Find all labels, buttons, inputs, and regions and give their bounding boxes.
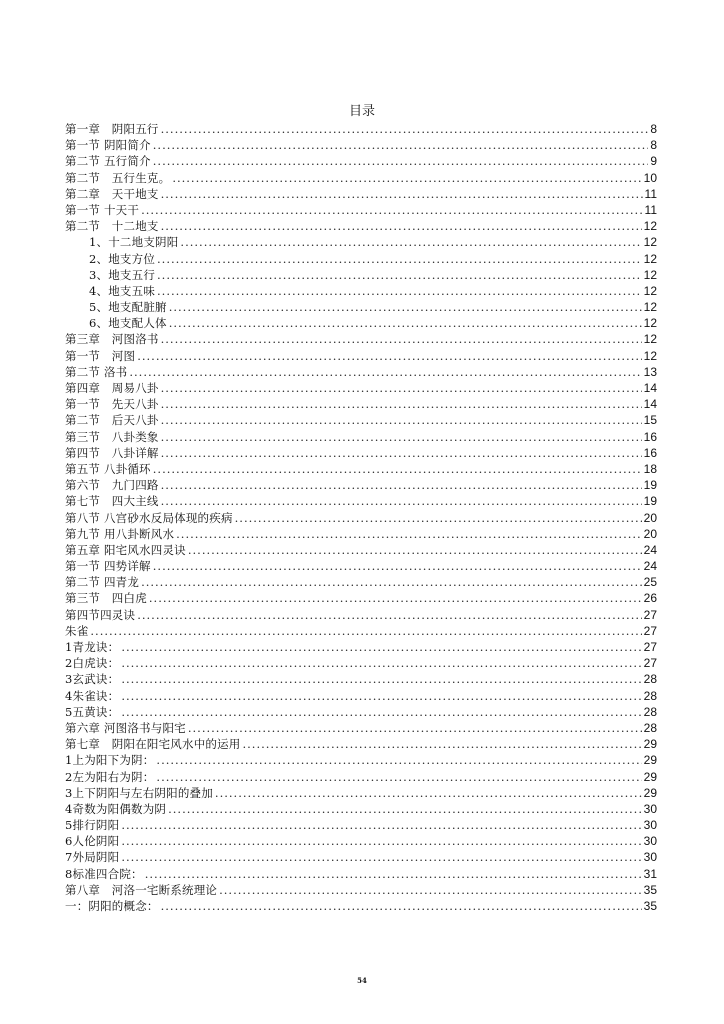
toc-entry[interactable] bbox=[65, 720, 657, 736]
toc-entry-label: 第四节四灵诀 bbox=[65, 607, 136, 622]
toc-entry[interactable] bbox=[65, 380, 657, 396]
toc-dot-leader bbox=[243, 736, 642, 752]
toc-dot-leader bbox=[121, 817, 641, 833]
toc-entry-page: 12 bbox=[643, 283, 657, 298]
toc-entry-page: 12 bbox=[643, 300, 657, 315]
toc-entry[interactable] bbox=[65, 752, 657, 768]
toc-dot-leader bbox=[157, 283, 642, 299]
toc-dot-leader bbox=[90, 623, 641, 639]
toc-entry[interactable] bbox=[65, 590, 657, 606]
toc-entry-page: 35 bbox=[643, 899, 657, 913]
toc-entry[interactable] bbox=[65, 493, 657, 509]
toc-entry-label: 4朱雀诀： bbox=[65, 688, 120, 703]
toc-entry[interactable] bbox=[65, 153, 657, 169]
toc-entry-page: 30 bbox=[643, 818, 657, 833]
toc-entry-page: 27 bbox=[643, 607, 657, 622]
toc-entry-page: 24 bbox=[643, 559, 657, 574]
toc-entry-page: 28 bbox=[643, 688, 657, 703]
toc-entry[interactable] bbox=[65, 639, 657, 655]
toc-entry-label: 第三节 四白虎 bbox=[65, 591, 147, 606]
toc-entry[interactable] bbox=[65, 121, 657, 137]
toc-dot-leader bbox=[157, 251, 642, 267]
toc-entry[interactable] bbox=[65, 801, 657, 817]
toc-entry-page: 27 bbox=[643, 623, 657, 638]
toc-entry-label: 5、地支配脏腑 bbox=[89, 300, 167, 315]
toc-entry-label: 2、地支方位 bbox=[89, 251, 156, 266]
toc-dot-leader bbox=[180, 234, 641, 250]
toc-entry[interactable] bbox=[65, 299, 657, 315]
toc-entry-label: 一：阴阳的概念： bbox=[65, 899, 159, 913]
toc-dot-leader bbox=[161, 477, 642, 493]
toc-entry-page: 8 bbox=[650, 138, 657, 153]
toc-entry-page: 15 bbox=[643, 413, 657, 428]
toc-entry[interactable] bbox=[65, 817, 657, 833]
toc-entry[interactable] bbox=[65, 170, 657, 186]
toc-dot-leader bbox=[121, 849, 641, 865]
toc-entry-page: 31 bbox=[643, 866, 657, 881]
toc-dot-leader bbox=[168, 801, 642, 817]
toc-entry-label: 3、地支五行 bbox=[89, 267, 156, 282]
toc-entry[interactable] bbox=[65, 218, 657, 234]
toc-entry-label: 2白虎诀： bbox=[65, 656, 120, 671]
toc-entry-label: 第七节 四大主线 bbox=[65, 494, 159, 509]
toc-dot-leader bbox=[161, 331, 642, 347]
toc-entry[interactable] bbox=[65, 396, 657, 412]
toc-entry-page: 16 bbox=[643, 429, 657, 444]
page-title: 目录 bbox=[348, 104, 375, 119]
toc-entry-label: 第二节 十二地支 bbox=[65, 219, 159, 234]
toc-entry[interactable] bbox=[65, 137, 657, 153]
toc-entry[interactable] bbox=[65, 704, 657, 720]
toc-entry[interactable] bbox=[65, 202, 657, 218]
toc-dot-leader bbox=[161, 396, 642, 412]
toc-entry-page: 30 bbox=[643, 801, 657, 816]
toc-dot-leader bbox=[149, 590, 642, 606]
toc-entry-page: 26 bbox=[643, 591, 657, 606]
toc-entry-page: 14 bbox=[643, 381, 657, 395]
toc-entry[interactable] bbox=[65, 445, 657, 461]
toc-entry-label: 第一章 阴阳五行 bbox=[65, 122, 159, 136]
toc-entry-page: 14 bbox=[643, 397, 657, 412]
toc-dot-leader bbox=[121, 704, 641, 720]
toc-entry[interactable] bbox=[65, 736, 657, 752]
toc-dot-leader bbox=[219, 882, 642, 898]
toc-entry[interactable] bbox=[65, 898, 657, 914]
toc-entry-label: 3上下阴阳与左右阴阳的叠加 bbox=[65, 785, 213, 800]
toc-dot-leader bbox=[137, 607, 641, 623]
toc-entry[interactable] bbox=[65, 526, 657, 542]
toc-entry-label: 第一节 四势详解 bbox=[65, 559, 151, 574]
toc-dot-leader bbox=[172, 170, 641, 186]
toc-entry-page: 30 bbox=[643, 834, 657, 849]
toc-dot-leader bbox=[215, 785, 642, 801]
toc-entry-page: 19 bbox=[643, 494, 657, 509]
toc-entry-page: 16 bbox=[643, 445, 657, 460]
toc-entry-page: 20 bbox=[643, 510, 657, 525]
toc-entry-label: 第六节 九门四路 bbox=[65, 478, 159, 493]
toc-entry-label: 第二节 五行简介 bbox=[65, 154, 151, 169]
toc-dot-leader bbox=[161, 186, 643, 202]
toc-entry[interactable] bbox=[65, 283, 657, 299]
toc-entry-page: 29 bbox=[643, 753, 657, 768]
toc-dot-leader bbox=[161, 493, 642, 509]
toc-dot-leader bbox=[156, 769, 641, 785]
toc-entry-label: 第二章 天干地支 bbox=[65, 186, 159, 201]
toc-entry-page: 11 bbox=[644, 186, 657, 201]
footer-page-number: 54 bbox=[357, 976, 367, 985]
toc-entry-label: 3玄武诀： bbox=[65, 672, 120, 687]
toc-dot-leader bbox=[169, 299, 642, 315]
toc-entry-label: 5五黄诀： bbox=[65, 704, 120, 719]
toc-dot-leader bbox=[188, 542, 642, 558]
toc-entry-page: 19 bbox=[643, 478, 657, 493]
toc-entry-page: 30 bbox=[643, 850, 657, 865]
toc-entry-page: 24 bbox=[643, 542, 657, 557]
toc-dot-leader bbox=[235, 510, 642, 526]
toc-entry-label: 5排行阴阳 bbox=[65, 818, 120, 833]
toc-entry-page: 28 bbox=[643, 672, 657, 687]
toc-entry[interactable] bbox=[65, 477, 657, 493]
toc-entry-page: 27 bbox=[643, 640, 657, 654]
toc-entry-page: 18 bbox=[643, 461, 657, 476]
toc-dot-leader bbox=[121, 833, 641, 849]
toc-entry-label: 2左为阳右为阴： bbox=[65, 769, 155, 784]
toc-entry[interactable] bbox=[65, 655, 657, 671]
toc-entry[interactable] bbox=[65, 542, 657, 558]
toc-dot-leader bbox=[161, 445, 642, 461]
toc-entry-page: 12 bbox=[643, 267, 657, 282]
toc-dot-leader bbox=[121, 688, 641, 704]
toc-entry-label: 第四章 周易八卦 bbox=[65, 381, 159, 395]
toc-entry-page: 25 bbox=[643, 575, 657, 590]
toc-entry-page: 13 bbox=[643, 364, 657, 379]
toc-entry-label: 4奇数为阳偶数为阴 bbox=[65, 801, 167, 816]
toc-entry-label: 第七章 阴阳在阳宅风水中的运用 bbox=[65, 737, 241, 752]
toc-entry-label: 第一节 河图 bbox=[65, 348, 136, 363]
toc-entry[interactable] bbox=[65, 688, 657, 704]
toc-entry-label: 7外局阴阳 bbox=[65, 850, 120, 865]
toc-entry-page: 28 bbox=[643, 704, 657, 719]
toc-entry[interactable] bbox=[65, 251, 657, 267]
toc-entry-label: 第四节 八卦详解 bbox=[65, 445, 159, 460]
toc-entry-label: 8标准四合院： bbox=[65, 866, 143, 881]
toc-entry[interactable] bbox=[65, 429, 657, 445]
toc-entry-label: 第二节 五行生克。 bbox=[65, 170, 171, 185]
toc-entry-label: 1青龙诀： bbox=[65, 640, 120, 654]
toc-entry[interactable] bbox=[65, 510, 657, 526]
toc-entry[interactable] bbox=[65, 623, 657, 639]
toc-entry-label: 6人伦阴阳 bbox=[65, 834, 120, 849]
toc-entry-label: 4、地支五味 bbox=[89, 283, 156, 298]
toc-dot-leader bbox=[153, 461, 642, 477]
toc-entry-label: 第二节 洛书 bbox=[65, 364, 128, 379]
toc-dot-leader bbox=[161, 412, 642, 428]
toc-entry-page: 9 bbox=[650, 154, 657, 169]
toc-entry-page: 12 bbox=[643, 348, 657, 363]
toc-dot-leader bbox=[153, 137, 649, 153]
toc-entry[interactable] bbox=[65, 348, 657, 364]
toc-dot-leader bbox=[161, 380, 642, 396]
toc-entry-label: 第六章 河图洛书与阳宅 bbox=[65, 720, 186, 735]
toc-entry-label: 朱雀 bbox=[65, 623, 89, 638]
toc-dot-leader bbox=[161, 218, 642, 234]
toc-entry-label: 1上为阳下为阴： bbox=[65, 753, 155, 768]
toc-entry-label: 第九节 用八卦断风水 bbox=[65, 526, 175, 541]
toc-entry-label: 第五节 八卦循环 bbox=[65, 461, 151, 476]
toc-entry[interactable] bbox=[65, 331, 657, 347]
toc-entry[interactable] bbox=[65, 866, 657, 882]
toc-entry-page: 12 bbox=[643, 332, 657, 347]
toc-entry-page: 12 bbox=[643, 235, 657, 250]
toc-entry[interactable] bbox=[65, 574, 657, 590]
toc-entry[interactable] bbox=[65, 833, 657, 849]
toc-dot-leader bbox=[156, 752, 641, 768]
toc-entry[interactable] bbox=[65, 412, 657, 428]
toc-dot-leader bbox=[121, 655, 641, 671]
toc-dot-leader bbox=[121, 639, 641, 655]
toc-entry-label: 1、十二地支阴阳 bbox=[89, 235, 179, 250]
toc-entry-label: 第一节 先天八卦 bbox=[65, 397, 159, 412]
toc-entry[interactable] bbox=[65, 315, 657, 331]
toc-entry[interactable] bbox=[65, 607, 657, 623]
toc-entry-label: 第三节 八卦类象 bbox=[65, 429, 159, 444]
toc-entry-page: 35 bbox=[643, 882, 657, 897]
toc-dot-leader bbox=[176, 526, 641, 542]
toc-entry-page: 10 bbox=[643, 170, 657, 185]
toc-dot-leader bbox=[169, 315, 642, 331]
toc-entry-label: 第三章 河图洛书 bbox=[65, 332, 159, 347]
toc-entry[interactable] bbox=[65, 769, 657, 785]
toc-entry-page: 29 bbox=[643, 769, 657, 784]
toc-entry-page: 28 bbox=[643, 720, 657, 735]
toc-entry[interactable] bbox=[65, 558, 657, 574]
toc-dot-leader bbox=[153, 153, 649, 169]
toc-entry[interactable] bbox=[65, 267, 657, 283]
toc-dot-leader bbox=[121, 671, 641, 687]
toc-entry[interactable] bbox=[65, 364, 657, 380]
toc-dot-leader bbox=[129, 364, 641, 380]
toc-entry-page: 29 bbox=[643, 737, 657, 752]
toc-entry-page: 20 bbox=[643, 526, 657, 541]
toc-entry-label: 第一节 十天干 bbox=[65, 202, 140, 217]
toc-entry-label: 第一节 阴阳简介 bbox=[65, 138, 151, 153]
toc-entry-page: 8 bbox=[650, 122, 657, 136]
toc-dot-leader bbox=[145, 866, 642, 882]
toc-dot-leader bbox=[153, 558, 642, 574]
toc-entry-page: 12 bbox=[643, 251, 657, 266]
toc-entry-label: 6、地支配人体 bbox=[89, 316, 167, 331]
toc-entry-page: 11 bbox=[644, 202, 657, 217]
toc-entry-label: 第二节 四青龙 bbox=[65, 575, 140, 590]
toc-entry[interactable] bbox=[65, 461, 657, 477]
toc-dot-leader bbox=[141, 202, 642, 218]
toc-entry-label: 第八节 八宫砂水反局体现的疾病 bbox=[65, 510, 233, 525]
toc-dot-leader bbox=[157, 267, 642, 283]
toc-entry[interactable] bbox=[65, 882, 657, 898]
toc-entry[interactable] bbox=[65, 186, 657, 202]
toc-dot-leader bbox=[141, 574, 642, 590]
toc-entry-page: 12 bbox=[643, 316, 657, 331]
toc-dot-leader bbox=[161, 121, 649, 137]
toc-entry-label: 第五章 阳宅风水四灵诀 bbox=[65, 542, 186, 557]
toc-dot-leader bbox=[161, 429, 642, 445]
toc-entry-label: 第二节 后天八卦 bbox=[65, 413, 159, 428]
toc-entry-page: 29 bbox=[643, 785, 657, 800]
toc-entry[interactable] bbox=[65, 785, 657, 801]
toc-dot-leader bbox=[161, 898, 642, 914]
toc-dot-leader bbox=[188, 720, 642, 736]
toc-list bbox=[65, 121, 657, 914]
toc-dot-leader bbox=[137, 348, 641, 364]
toc-entry[interactable] bbox=[65, 234, 657, 250]
toc-entry-label: 第八章 河洛一宅断系统理论 bbox=[65, 882, 218, 897]
toc-entry-page: 12 bbox=[643, 219, 657, 234]
toc-entry-page: 27 bbox=[643, 656, 657, 671]
toc-entry[interactable] bbox=[65, 671, 657, 687]
toc-entry[interactable] bbox=[65, 849, 657, 865]
